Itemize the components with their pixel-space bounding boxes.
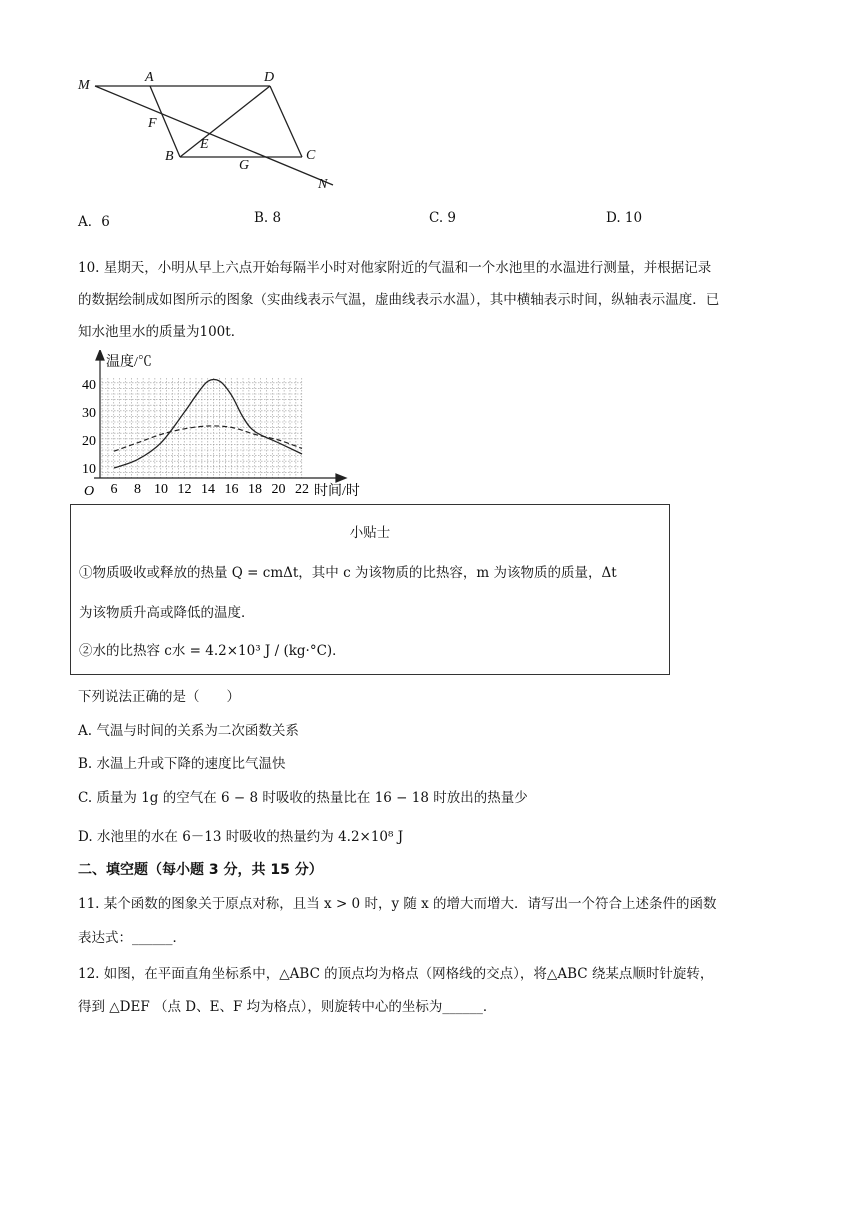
x-tick-label: 12 (177, 482, 192, 497)
x-tick-label: 22 (295, 482, 309, 497)
x-tick-label: 6 (110, 482, 118, 497)
tip-line-3: ②水的比热容 c水 = 4.2×10³ J / (kg·°C)． (79, 643, 346, 659)
label-c: C (306, 148, 316, 163)
q9-option-c: C. 9 (429, 210, 457, 226)
origin-label: O (84, 484, 95, 499)
geometry-figure (70, 66, 350, 196)
q9-option-d: D. 10 (606, 210, 643, 226)
x-tick-label: 20 (271, 482, 286, 497)
x-tick-label: 16 (224, 482, 239, 497)
q9-option-b: B. 8 (254, 210, 282, 226)
label-f: F (148, 116, 157, 131)
label-a: A (145, 70, 154, 85)
q10-line-2: 的数据绘制成如图所示的图象（实曲线表示气温，虚曲线表示水温），其中横轴表示时间，纵轴表示温度．已 (78, 292, 720, 308)
x-tick-label: 14 (201, 482, 215, 497)
q9-option-a: A．6 (78, 214, 110, 230)
tip-box (70, 504, 670, 675)
y-axis-label: 温度/℃ (106, 355, 152, 370)
x-axis-arrow (336, 474, 346, 482)
x-tick-label: 18 (248, 482, 262, 497)
q10-option-b: B. 水温上升或下降的速度比气温快 (78, 756, 286, 772)
x-axis-label: 时间/时 (314, 484, 360, 499)
label-m: M (78, 78, 90, 93)
y-tick-label: 10 (82, 462, 96, 477)
y-tick-label: 20 (82, 434, 96, 449)
tip-title: 小贴士 (349, 525, 391, 541)
label-e: E (200, 137, 209, 152)
y-axis-arrow (96, 350, 104, 360)
y-tick-label: 40 (82, 378, 96, 393)
q10-line-3: 知水池里水的质量为100t． (78, 324, 245, 340)
tip-line-1: ①物质吸收或释放的热量 Q = cmΔt，其中 c 为该物质的比热容，m 为该物质的质量，Δt (79, 565, 617, 581)
q10-question: 下列说法正确的是（ ） (78, 689, 240, 705)
q10-option-d: D. 水池里的水在 6－13 时吸收的热量约为 4.2×10⁸ J (78, 829, 404, 845)
y-tick-label: 30 (82, 406, 96, 421)
label-n: N (318, 177, 328, 192)
section-2-heading: 二、填空题（每小题 3 分，共 15 分） (78, 862, 323, 878)
q11-line-2: 表达式：______． (78, 930, 186, 946)
temperature-chart (70, 350, 390, 500)
label-d: D (264, 70, 275, 85)
q10-line-1: 10. 星期天，小明从早上六点开始每隔半小时对他家附近的气温和一个水池里的水温进行测量，并根据记录 (78, 260, 712, 276)
label-b: B (165, 149, 174, 164)
q10-option-c: C. 质量为 1g 的空气在 6 − 8 时吸收的热量比在 16 − 18 时放出的热量少 (78, 790, 528, 806)
chart-grid (102, 378, 302, 478)
x-tick-label: 10 (154, 482, 168, 497)
q12-line-2: 得到 △DEF （点 D、E、F 均为格点），则旋转中心的坐标为______． (78, 999, 497, 1015)
tip-line-2: 为该物质升高或降低的温度． (79, 605, 255, 621)
x-tick-label: 8 (134, 482, 141, 497)
q11-line-1: 11. 某个函数的图象关于原点对称，且当 x > 0 时，y 随 x 的增大而增大．请写出一个符合上述条件的函数 (78, 896, 717, 912)
q12-line-1: 12. 如图，在平面直角坐标系中，△ABC 的顶点均为格点（网格线的交点），将△ABC 绕某点顺时针旋转， (78, 966, 714, 982)
label-g: G (239, 158, 250, 173)
q10-option-a: A. 气温与时间的关系为二次函数关系 (78, 723, 299, 739)
